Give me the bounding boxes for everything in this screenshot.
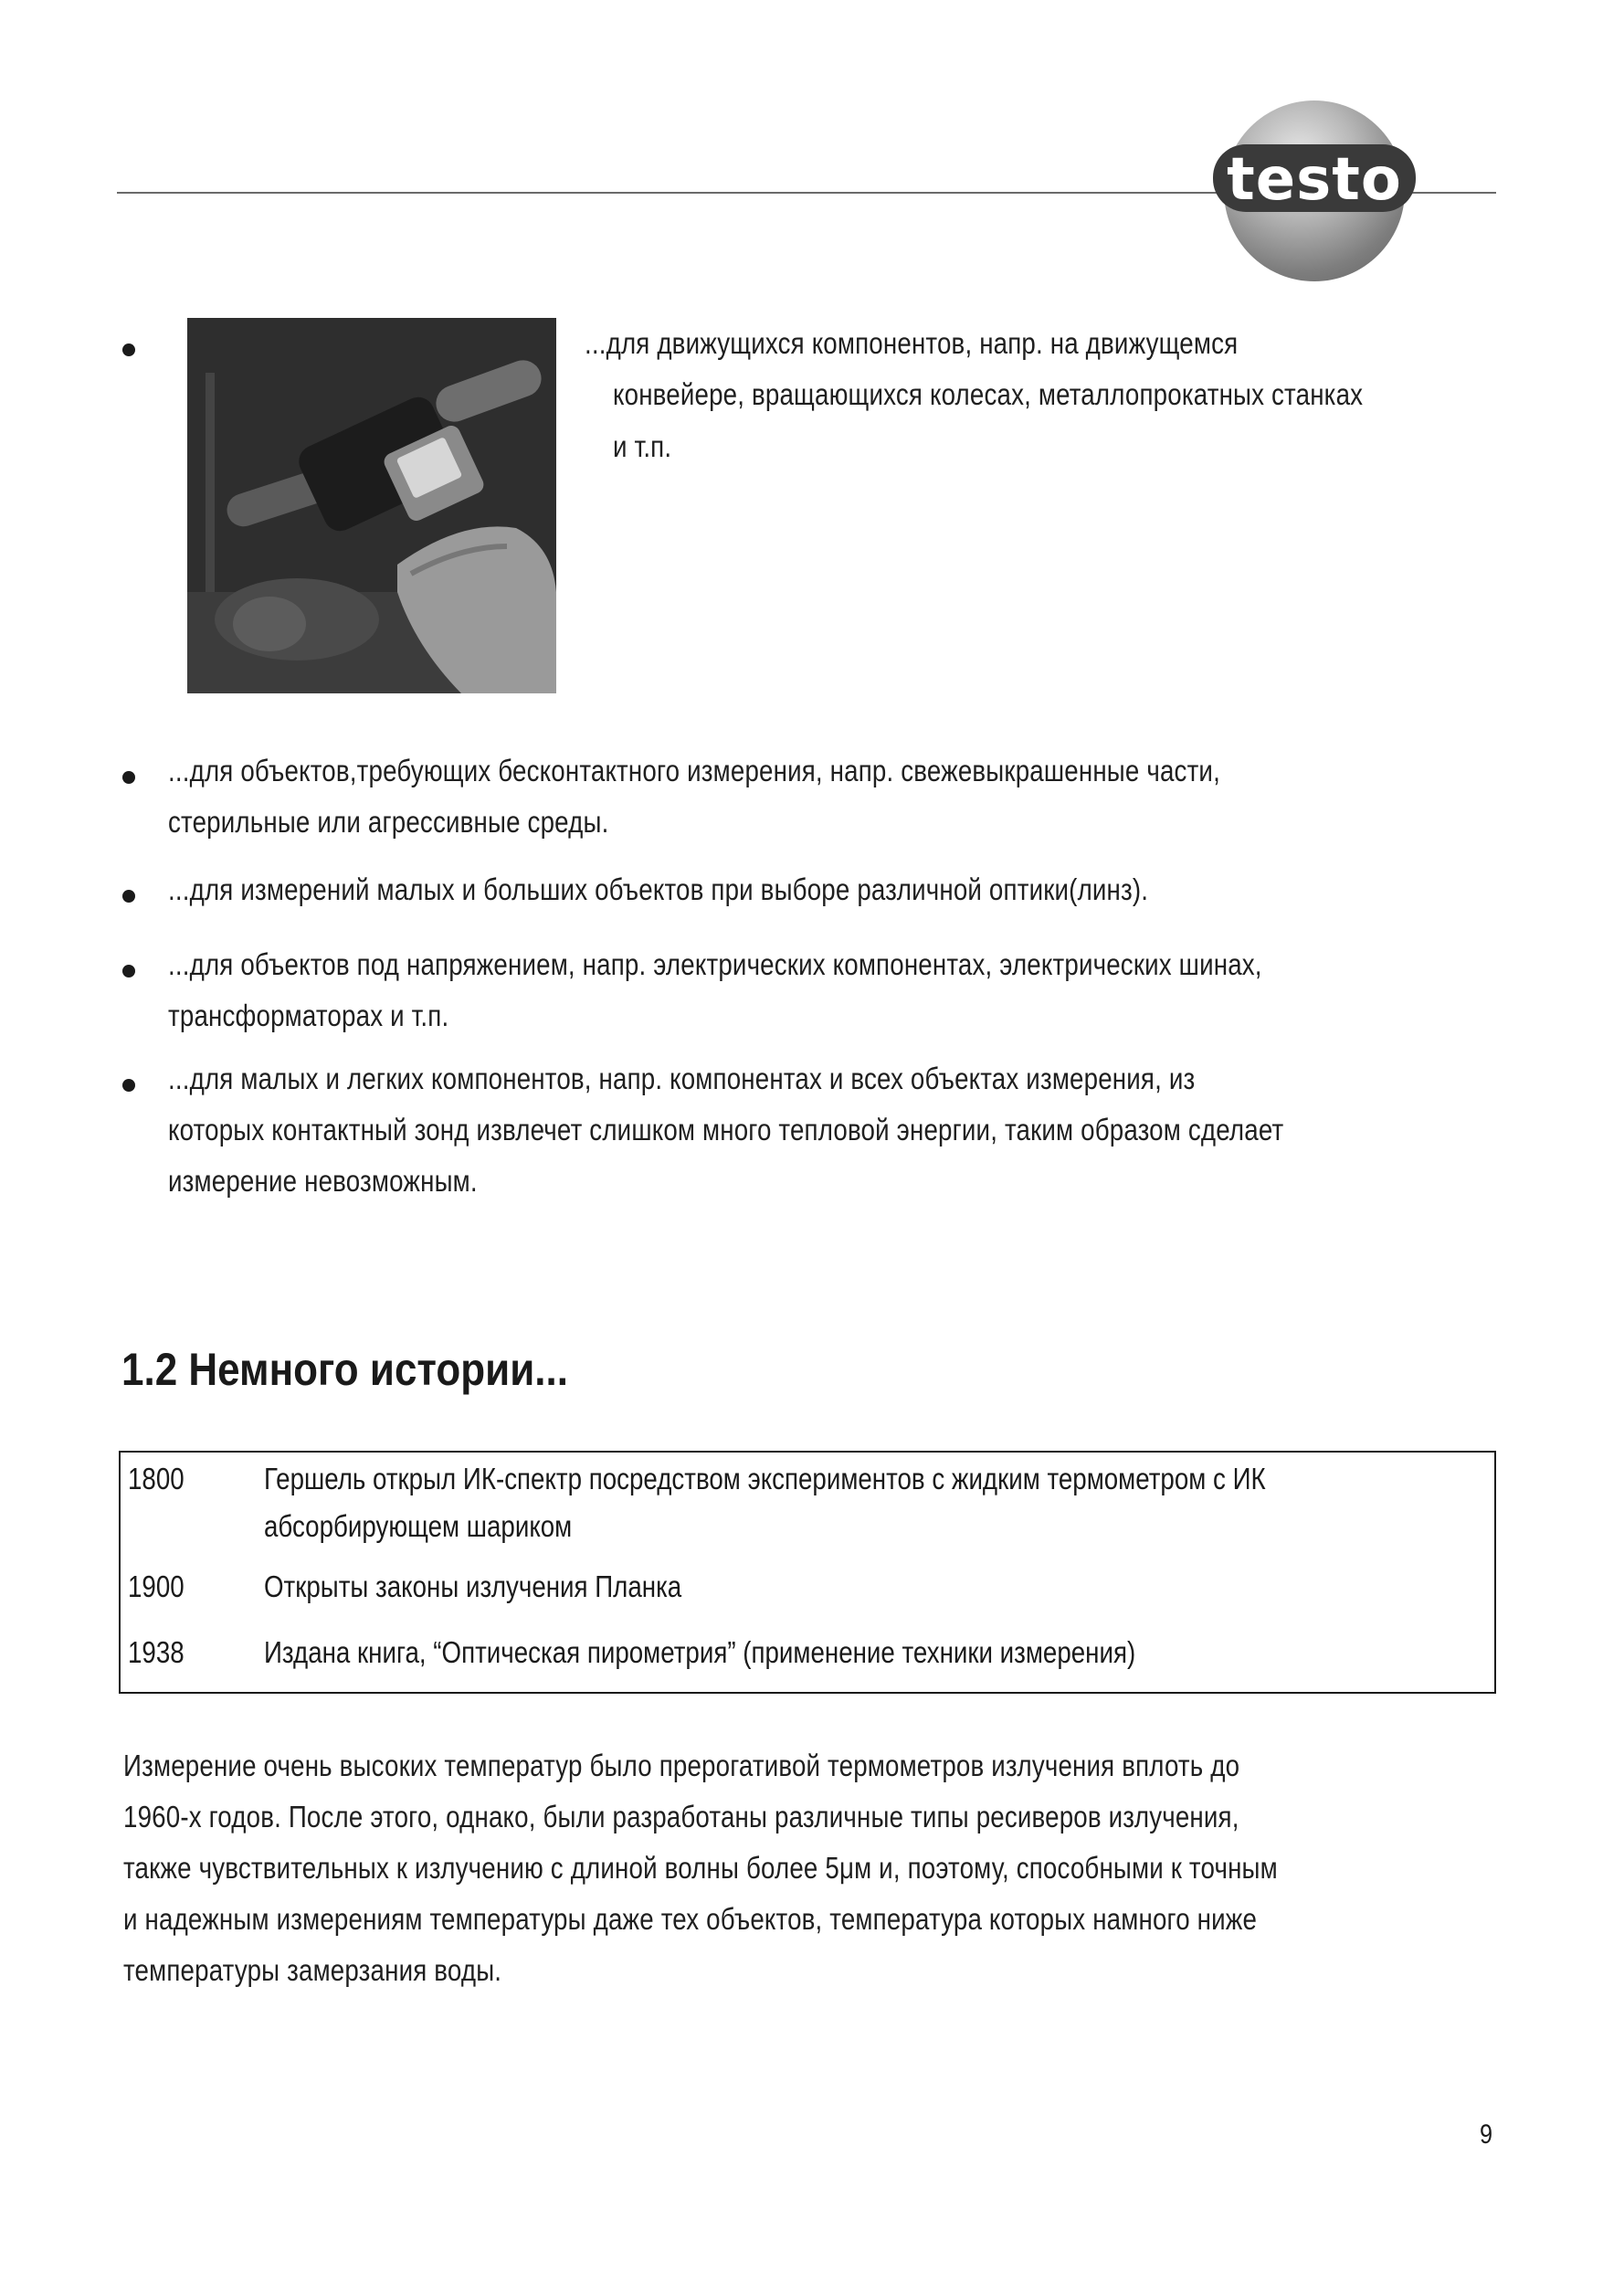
- bullet-dot: [122, 965, 135, 977]
- history-event-line: Издана книга, “Оптическая пирометрия” (применение техники измерения): [264, 1635, 1136, 1669]
- section-title: 1.2 Немного истории...: [121, 1344, 568, 1395]
- testo-logo: [1224, 100, 1405, 281]
- list-item-line: ...для объектов,требующих бесконтактного измерения, напр. свежевыкрашенные части,: [168, 754, 1220, 787]
- list-item-line: ...для измерений малых и больших объектов при выборе различной оптики(линз).: [168, 872, 1149, 906]
- paragraph-line: 1960-х годов. После этого, однако, были разработаны различные типы ресиверов излучения,: [123, 1800, 1239, 1833]
- history-year: 1900: [128, 1569, 185, 1603]
- history-table: [119, 1451, 1496, 1694]
- paragraph-line: также чувствительных к излучению с длиной волны более 5μм и, поэтому, способными к точным: [123, 1851, 1278, 1885]
- history-event-line: Гершель открыл ИК-спектр посредством экспериментов с жидким термометром с ИК: [264, 1462, 1266, 1495]
- bullet-dot: [122, 343, 135, 356]
- list-item-line: которых контактный зонд извлечет слишком много тепловой энергии, таким образом сделает: [168, 1113, 1284, 1147]
- bullet-dot: [122, 1079, 135, 1092]
- bullet-dot: [122, 890, 135, 903]
- list-item-line: ...для объектов под напряжением, напр. электрических компонентах, электрических шинах,: [168, 947, 1262, 981]
- paragraph-line: температуры замерзания воды.: [123, 1953, 502, 1987]
- page-number: 9: [1480, 2119, 1493, 2150]
- history-year: 1800: [128, 1462, 185, 1495]
- history-event-line: Открыты законы излучения Планка: [264, 1569, 682, 1603]
- intro-bullet-line: и т.п.: [613, 429, 672, 463]
- paragraph-line: и надежным измерениям температуры даже тех объектов, температура которых намного ниже: [123, 1902, 1258, 1936]
- logo-text: testo: [1227, 146, 1402, 214]
- list-item-line: измерение невозможным.: [168, 1164, 478, 1198]
- list-item-line: стерильные или агрессивные среды.: [168, 805, 609, 839]
- history-year: 1938: [128, 1635, 185, 1669]
- intro-bullet-line: ...для движущихся компонентов, напр. на движущемся: [585, 326, 1239, 360]
- thermometer-photo: [187, 318, 556, 693]
- list-item-line: ...для малых и легких компонентов, напр. компонентах и всех объектах измерения, из: [168, 1062, 1196, 1095]
- paragraph-line: Измерение очень высоких температур было прерогативой термометров излучения вплоть до: [123, 1749, 1240, 1782]
- history-event-line: абсорбирующем шариком: [264, 1509, 573, 1543]
- list-item-line: трансформаторах и т.п.: [168, 999, 449, 1032]
- bullet-dot: [122, 771, 135, 784]
- intro-bullet-line: конвейере, вращающихся колесах, металлопрокатных станках: [613, 377, 1364, 411]
